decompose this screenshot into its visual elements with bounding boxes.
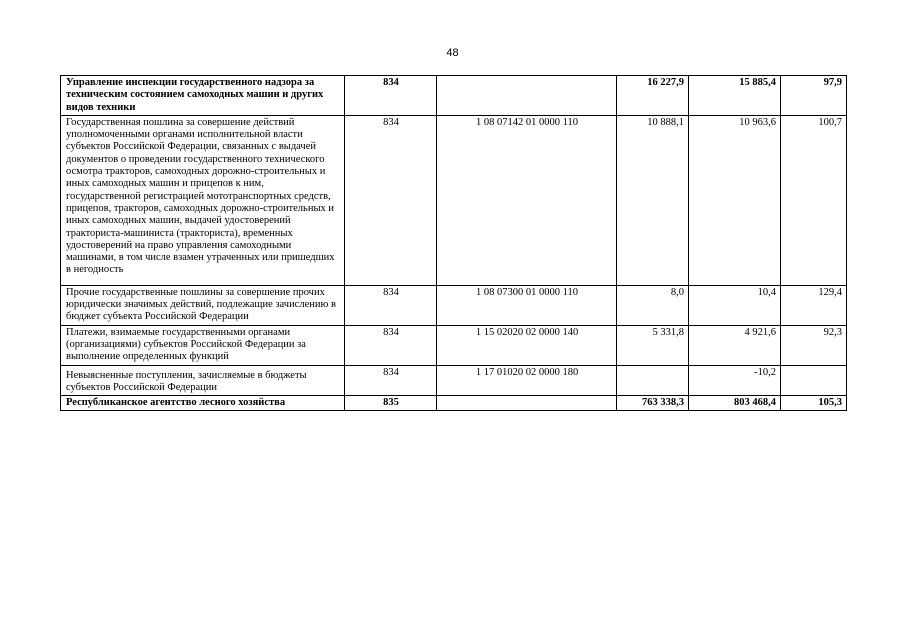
row-name: Управление инспекции государственного надзора за техническим состоянием самоходных машин и других видов техники — [61, 76, 345, 116]
table-row — [61, 115, 847, 285]
row-plan: 10 888,1 — [617, 115, 689, 285]
row-plan — [617, 365, 689, 396]
row-name: Платежи, взимаемые государственными органами (организациями) субъектов Российской Федерации за выполнение определенных функций — [61, 325, 345, 365]
row-percent — [781, 365, 847, 396]
page-number: 48 — [446, 47, 459, 59]
row-name: Государственная пошлина за совершение действий уполномоченными органами исполнительной власти субъектов Российской Федерации, связанных с выдачей документов о проведении государственного технического осмотра тракторов, самоходных дорожно-строительных и иных самоходных машин и прицепов к ним, государственной регистрацией мототранспортных средств, прицепов, тракторов, самоходных дорожно-строительных и иных самоходных машин, выдачей удостоверений тракториста-машиниста (тракториста), временных удостоверений на право управления самоходными машинами, в том числе взамен утраченных или пришедших в негодность — [61, 115, 345, 285]
row-admin-code: 834 — [345, 365, 437, 396]
table-row — [61, 365, 847, 396]
row-plan: 5 331,8 — [617, 325, 689, 365]
row-fact: 803 468,4 — [689, 396, 781, 411]
table-row — [61, 325, 847, 365]
row-plan: 8,0 — [617, 285, 689, 325]
revenue-table — [60, 75, 847, 411]
row-percent: 97,9 — [781, 76, 847, 116]
row-name: Республиканское агентство лесного хозяйства — [61, 396, 345, 411]
row-name: Прочие государственные пошлины за совершение прочих юридически значимых действий, подлежащие зачислению в бюджет субъекта Российской Федерации — [61, 285, 345, 325]
table-row — [61, 76, 847, 116]
row-admin-code: 834 — [345, 115, 437, 285]
row-fact: 10 963,6 — [689, 115, 781, 285]
row-percent: 100,7 — [781, 115, 847, 285]
row-percent: 92,3 — [781, 325, 847, 365]
row-budget-code: 1 08 07300 01 0000 110 — [437, 285, 617, 325]
row-plan: 16 227,9 — [617, 76, 689, 116]
row-fact: -10,2 — [689, 365, 781, 396]
row-budget-code: 1 08 07142 01 0000 110 — [437, 115, 617, 285]
row-fact: 15 885,4 — [689, 76, 781, 116]
row-budget-code — [437, 396, 617, 411]
row-budget-code: 1 15 02020 02 0000 140 — [437, 325, 617, 365]
row-admin-code: 835 — [345, 396, 437, 411]
row-fact: 10,4 — [689, 285, 781, 325]
row-budget-code: 1 17 01020 02 0000 180 — [437, 365, 617, 396]
table-row — [61, 396, 847, 411]
row-percent: 129,4 — [781, 285, 847, 325]
row-name: Невыясненные поступления, зачисляемые в бюджеты субъектов Российской Федерации — [61, 365, 345, 396]
row-percent: 105,3 — [781, 396, 847, 411]
row-admin-code: 834 — [345, 325, 437, 365]
row-budget-code — [437, 76, 617, 116]
row-fact: 4 921,6 — [689, 325, 781, 365]
row-admin-code: 834 — [345, 76, 437, 116]
table-row — [61, 285, 847, 325]
row-plan: 763 338,3 — [617, 396, 689, 411]
row-admin-code: 834 — [345, 285, 437, 325]
